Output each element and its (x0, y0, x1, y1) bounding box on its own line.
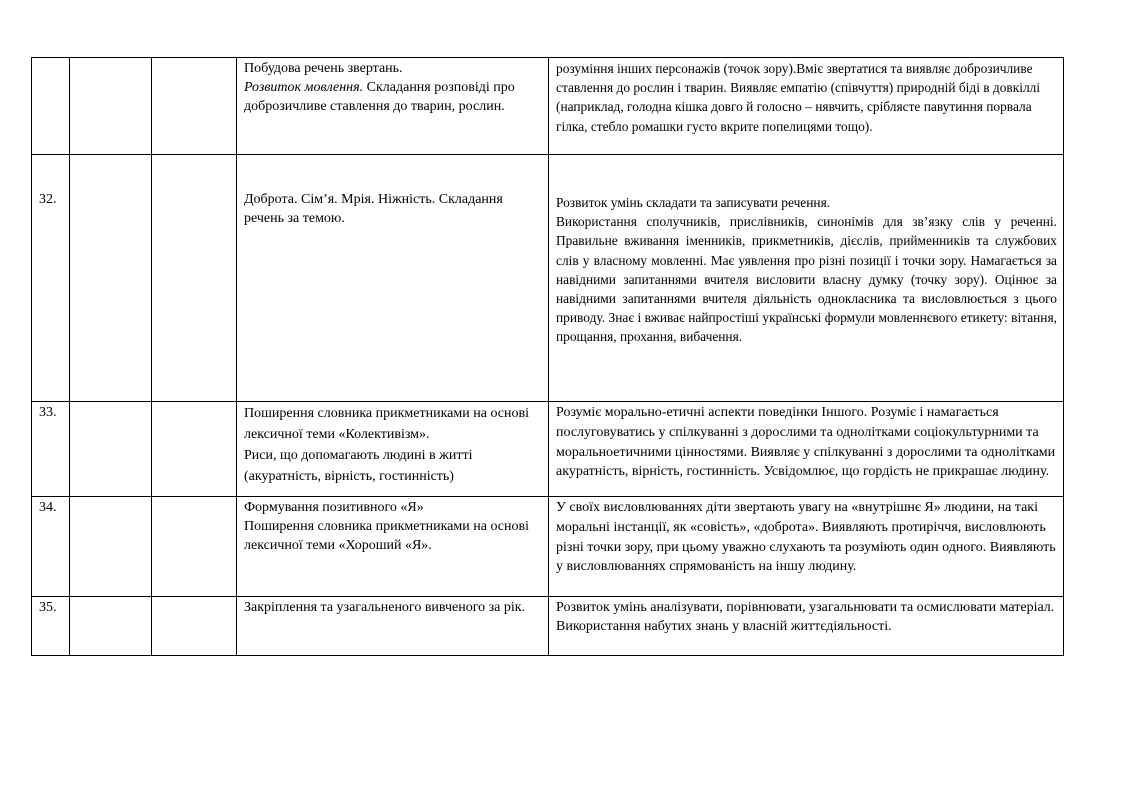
date-cell (70, 155, 152, 402)
correction-cell (152, 58, 237, 155)
content-cell (549, 497, 1064, 597)
date-cell (70, 497, 152, 597)
table-row (32, 597, 1064, 656)
row-number-cell (32, 58, 70, 155)
content-cell (549, 597, 1064, 656)
topic-text: Закріплення та узагальненого вивченого за рік. (244, 600, 526, 615)
topic-line: Поширення словника прикметниками на основі лексичної теми «Колективізм». (244, 406, 529, 442)
topic-line: Поширення словника прикметниками на основі лексичної теми «Хороший «Я». (244, 519, 529, 554)
table-row (32, 155, 1064, 402)
topic-cell (237, 597, 549, 656)
lesson-plan-table (31, 57, 1064, 656)
date-cell (70, 58, 152, 155)
content-cell (549, 402, 1064, 497)
table-row (32, 58, 1064, 155)
correction-cell (152, 155, 237, 402)
topic-italic-heading: Розвиток мовлення. (244, 80, 364, 96)
content-lead: Розвиток умінь складати та записувати речення. (556, 195, 831, 210)
content-text: Використання сполучників, прислівників, синонімів для зв’язку слів у реченні. Правильне вживання іменників, прикметників, дієслів, прийменників та службових слів у власному мовленні. Має уявлення про різні позиції і точки зору. Намагається за навідними запитаннями вчителя висловити власну думку (точку зору). Оцінює за навідними запитаннями вчителя діяльність однокласника та висловлюється з цього приводу. Знає і вживає найпростіші українські формули мовленнєвого етикету: вітання, прощання, прохання, вибачення. (556, 214, 1057, 345)
content-text: Розуміє морально-етичні аспекти поведінки Іншого. Розуміє і намагається послуговуватись у спілкуванні з дорослими та однолітками соціокультурними та моральноетичними цінностями. Виявляє у спілкуванні з дорослими та однолітками акуратність, вірність, гостинність. Усвідомлює, що гордість не прикрашає людину. (556, 405, 1056, 480)
row-number-cell: 35. (32, 597, 70, 656)
topic-cell (237, 497, 549, 597)
topic-line: Формування позитивного «Я» (244, 500, 424, 515)
content-text: Розвиток умінь аналізувати, порівнювати, узагальнювати та осмислювати матеріал. Використання набутих знань у власній життєдіяльності. (556, 600, 1055, 635)
topic-line: Побудова речень звертань. (244, 61, 403, 76)
content-cell (549, 155, 1064, 402)
row-number: 32. (39, 192, 57, 207)
topic-line (244, 78, 542, 116)
date-cell (70, 402, 152, 497)
row-number-cell: 34. (32, 497, 70, 597)
topic-text: Доброта. Сім’я. Мрія. Ніжність. Складання речень за темою. (244, 192, 503, 227)
content-text: У своїх висловлюваннях діти звертають увагу на «внутрішнє Я» людини, на такі моральні інстанції, як «совість», «доброта». Виявляють протиріччя, висловлюють різні точки зору, при цьому уважно слухають та розуміють один одного. Виявляють у висловлюваннях спрямованість на іншу людину. (556, 500, 1056, 575)
correction-cell (152, 402, 237, 497)
date-cell (70, 597, 152, 656)
table-row (32, 497, 1064, 597)
content-cell (549, 58, 1064, 155)
table-row (32, 402, 1064, 497)
topic-line: Риси, що допомагають людині в житті (акуратність, вірність, гостинність) (244, 448, 473, 484)
correction-cell (152, 497, 237, 597)
correction-cell (152, 597, 237, 656)
row-number-cell (32, 155, 70, 402)
content-text: розуміння інших персонажів (точок зору).Вміє звертатися та виявляє доброзичливе ставлення до рослин і тварин. Виявляє емпатію (співчуття) природній біді в довкіллі (наприклад, голодна кішка довго й голосно – нявчить, сріблясте павутиння порвала гілка, стебло ромашки густо вкрите попелицями тощо). (556, 61, 1041, 134)
topic-cell (237, 58, 549, 155)
topic-text: Складання розповіді про доброзичливе ставлення до тварин, рослин. (244, 80, 515, 115)
row-number-cell: 33. (32, 402, 70, 497)
topic-cell (237, 402, 549, 497)
topic-cell (237, 155, 549, 402)
